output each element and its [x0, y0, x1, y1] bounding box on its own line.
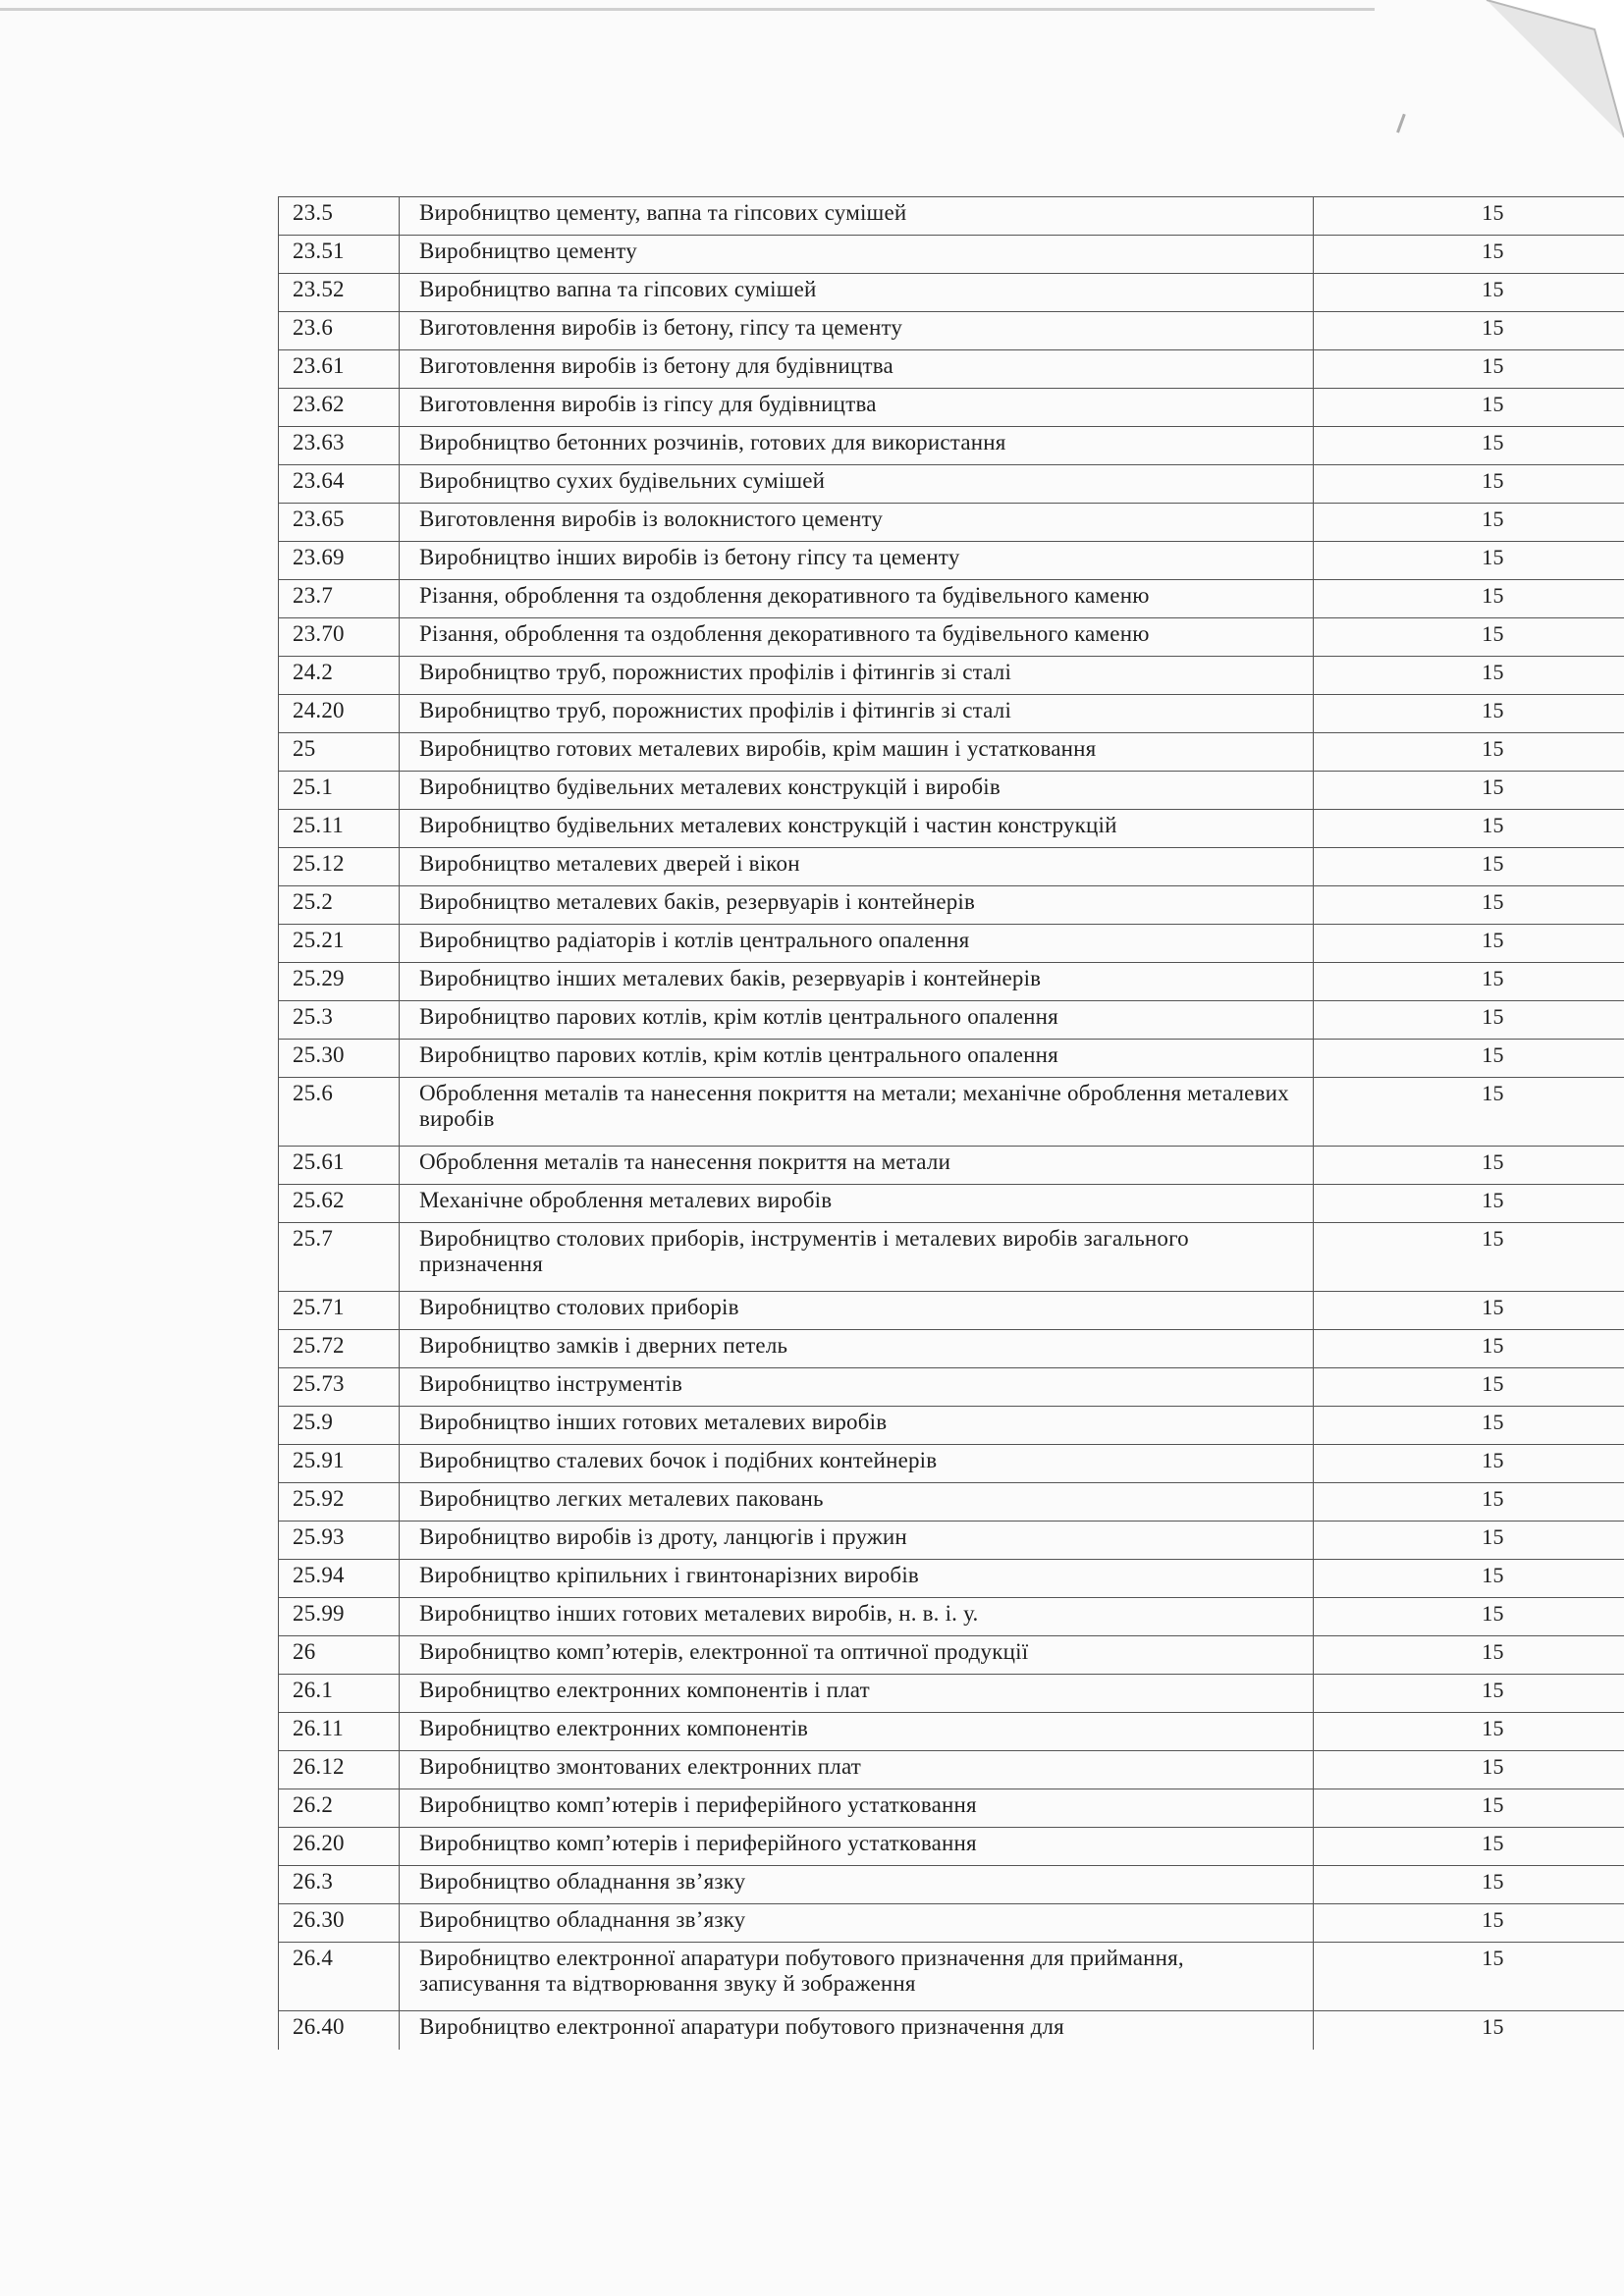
table-row: [279, 1445, 1624, 1483]
name-cell: Виробництво будівельних металевих конструкцій і виробів: [400, 772, 1314, 810]
name-cell: Виробництво електронної апаратури побутового призначення для приймання, записування та відтворювання звуку й зображення: [400, 1943, 1314, 2011]
rate-cell: 15: [1314, 580, 1624, 618]
name-cell: Виробництво сталевих бочок і подібних контейнерів: [400, 1445, 1314, 1483]
code-cell: 23.65: [279, 504, 400, 542]
table-row: [279, 1292, 1624, 1330]
table-row: [279, 274, 1624, 312]
name-cell: Виготовлення виробів із бетону для будівництва: [400, 350, 1314, 389]
name-cell: Оброблення металів та нанесення покриття на метали; механічне оброблення металевих виробів: [400, 1078, 1314, 1147]
rate-cell: 15: [1314, 389, 1624, 427]
table-row: [279, 1147, 1624, 1185]
name-cell: Виробництво радіаторів і котлів центрального опалення: [400, 925, 1314, 963]
code-cell: 23.52: [279, 274, 400, 312]
table-row: [279, 1904, 1624, 1943]
folded-corner: [1428, 0, 1624, 196]
name-cell: Виробництво будівельних металевих конструкцій і частин конструкцій: [400, 810, 1314, 848]
table-row: [279, 886, 1624, 925]
rate-cell: 15: [1314, 772, 1624, 810]
rate-cell: 15: [1314, 1040, 1624, 1078]
code-cell: 25.2: [279, 886, 400, 925]
name-cell: Виробництво цементу: [400, 236, 1314, 274]
rate-cell: 15: [1314, 1904, 1624, 1943]
code-cell: 25.1: [279, 772, 400, 810]
table-row: [279, 733, 1624, 772]
code-cell: 23.70: [279, 618, 400, 657]
name-cell: Виробництво столових приборів: [400, 1292, 1314, 1330]
code-cell: 25.93: [279, 1522, 400, 1560]
rate-cell: 15: [1314, 1223, 1624, 1292]
table-row: [279, 389, 1624, 427]
table-row: [279, 848, 1624, 886]
name-cell: Виробництво електронних компонентів: [400, 1713, 1314, 1751]
name-cell: Виробництво інших готових металевих виробів, н. в. і. у.: [400, 1598, 1314, 1636]
table-row: [279, 1407, 1624, 1445]
rate-cell: 15: [1314, 1713, 1624, 1751]
table-row: [279, 1675, 1624, 1713]
rate-cell: 15: [1314, 1828, 1624, 1866]
rate-cell: 15: [1314, 1001, 1624, 1040]
name-cell: Виробництво замків і дверних петель: [400, 1330, 1314, 1368]
rate-cell: 15: [1314, 657, 1624, 695]
name-cell: Виробництво бетонних розчинів, готових для використання: [400, 427, 1314, 465]
table-row: [279, 1560, 1624, 1598]
code-cell: 25.92: [279, 1483, 400, 1522]
code-cell: 25.71: [279, 1292, 400, 1330]
rate-cell: 15: [1314, 1368, 1624, 1407]
name-cell: Виробництво кріпильних і гвинтонарізних виробів: [400, 1560, 1314, 1598]
rate-cell: 15: [1314, 1789, 1624, 1828]
table-row: [279, 1636, 1624, 1675]
code-cell: 25.94: [279, 1560, 400, 1598]
code-cell: 24.2: [279, 657, 400, 695]
rate-cell: 15: [1314, 504, 1624, 542]
table-row: [279, 197, 1624, 236]
table-row: [279, 1789, 1624, 1828]
table-row: [279, 312, 1624, 350]
table-row: [279, 1330, 1624, 1368]
table-row: [279, 1223, 1624, 1292]
rate-cell: 15: [1314, 1636, 1624, 1675]
code-cell: 25.11: [279, 810, 400, 848]
code-cell: 25.62: [279, 1185, 400, 1223]
rate-cell: 15: [1314, 1330, 1624, 1368]
name-cell: Виробництво готових металевих виробів, крім машин і устатковання: [400, 733, 1314, 772]
code-cell: 25.73: [279, 1368, 400, 1407]
rate-cell: 15: [1314, 618, 1624, 657]
rate-cell: 15: [1314, 427, 1624, 465]
name-cell: Оброблення металів та нанесення покриття на метали: [400, 1147, 1314, 1185]
code-cell: 23.7: [279, 580, 400, 618]
code-cell: 26.40: [279, 2011, 400, 2050]
code-cell: 26.2: [279, 1789, 400, 1828]
rate-cell: 15: [1314, 1407, 1624, 1445]
rate-cell: 15: [1314, 1292, 1624, 1330]
code-cell: 25.21: [279, 925, 400, 963]
rate-cell: 15: [1314, 274, 1624, 312]
rate-cell: 15: [1314, 1522, 1624, 1560]
name-cell: Виготовлення виробів із гіпсу для будівництва: [400, 389, 1314, 427]
name-cell: Виробництво вапна та гіпсових сумішей: [400, 274, 1314, 312]
rate-cell: 15: [1314, 1147, 1624, 1185]
name-cell: Виробництво інших металевих баків, резервуарів і контейнерів: [400, 963, 1314, 1001]
table-row: [279, 1040, 1624, 1078]
name-cell: Виробництво комп’ютерів і периферійного устатковання: [400, 1828, 1314, 1866]
code-cell: 25.72: [279, 1330, 400, 1368]
code-cell: 26.11: [279, 1713, 400, 1751]
rate-cell: 15: [1314, 1675, 1624, 1713]
name-cell: Виробництво металевих баків, резервуарів і контейнерів: [400, 886, 1314, 925]
code-cell: 26.12: [279, 1751, 400, 1789]
rate-cell: 15: [1314, 1598, 1624, 1636]
rate-cell: 15: [1314, 2011, 1624, 2050]
name-cell: Виробництво інших готових металевих виробів: [400, 1407, 1314, 1445]
name-cell: Виробництво виробів із дроту, ланцюгів і пружин: [400, 1522, 1314, 1560]
table-row: [279, 772, 1624, 810]
name-cell: Виготовлення виробів із бетону, гіпсу та цементу: [400, 312, 1314, 350]
code-cell: 25.12: [279, 848, 400, 886]
rate-cell: 15: [1314, 925, 1624, 963]
table-row: [279, 1522, 1624, 1560]
name-cell: Виробництво комп’ютерів, електронної та оптичної продукції: [400, 1636, 1314, 1675]
name-cell: Виробництво металевих дверей і вікон: [400, 848, 1314, 886]
rate-cell: 15: [1314, 1483, 1624, 1522]
rate-cell: 15: [1314, 1185, 1624, 1223]
scan-top-edge: [0, 8, 1375, 11]
code-cell: 25.9: [279, 1407, 400, 1445]
rate-cell: 15: [1314, 350, 1624, 389]
code-cell: 26.4: [279, 1943, 400, 2011]
name-cell: Виробництво столових приборів, інструментів і металевих виробів загального призначення: [400, 1223, 1314, 1292]
name-cell: Виробництво змонтованих електронних плат: [400, 1751, 1314, 1789]
code-cell: 25.3: [279, 1001, 400, 1040]
code-cell: 25.6: [279, 1078, 400, 1147]
name-cell: Виробництво цементу, вапна та гіпсових сумішей: [400, 197, 1314, 236]
table-row: [279, 695, 1624, 733]
table-row: [279, 542, 1624, 580]
rate-cell: 15: [1314, 1560, 1624, 1598]
name-cell: Виробництво сухих будівельних сумішей: [400, 465, 1314, 504]
rate-cell: 15: [1314, 886, 1624, 925]
code-cell: 23.63: [279, 427, 400, 465]
code-cell: 23.69: [279, 542, 400, 580]
table-row: [279, 504, 1624, 542]
table-row: [279, 1866, 1624, 1904]
ink-mark: [1396, 114, 1419, 138]
rate-cell: 15: [1314, 197, 1624, 236]
table-row: [279, 1828, 1624, 1866]
code-cell: 23.64: [279, 465, 400, 504]
name-cell: Виробництво електронної апаратури побутового призначення для: [400, 2011, 1314, 2050]
table-row: [279, 1001, 1624, 1040]
table-row: [279, 236, 1624, 274]
rate-cell: 15: [1314, 848, 1624, 886]
table-row: [279, 1713, 1624, 1751]
code-cell: 23.6: [279, 312, 400, 350]
rate-cell: 15: [1314, 1751, 1624, 1789]
name-cell: Виробництво труб, порожнистих профілів і фітингів зі сталі: [400, 695, 1314, 733]
table-row: [279, 810, 1624, 848]
table-row: [279, 925, 1624, 963]
table-row: [279, 1483, 1624, 1522]
code-cell: 26.1: [279, 1675, 400, 1713]
code-cell: 26.3: [279, 1866, 400, 1904]
activity-codes-table: [278, 196, 1624, 2050]
table-row: [279, 1598, 1624, 1636]
code-cell: 25.91: [279, 1445, 400, 1483]
rate-cell: 15: [1314, 695, 1624, 733]
code-cell: 25.29: [279, 963, 400, 1001]
name-cell: Виробництво комп’ютерів і периферійного устатковання: [400, 1789, 1314, 1828]
code-cell: 26.30: [279, 1904, 400, 1943]
name-cell: Різання, оброблення та оздоблення декоративного та будівельного каменю: [400, 618, 1314, 657]
code-cell: 25.99: [279, 1598, 400, 1636]
table-row: [279, 1368, 1624, 1407]
rate-cell: 15: [1314, 1943, 1624, 2011]
code-cell: 26.20: [279, 1828, 400, 1866]
table-row: [279, 618, 1624, 657]
code-cell: 23.61: [279, 350, 400, 389]
table-row: [279, 1078, 1624, 1147]
name-cell: Виробництво труб, порожнистих профілів і фітингів зі сталі: [400, 657, 1314, 695]
code-cell: 23.51: [279, 236, 400, 274]
rate-cell: 15: [1314, 1078, 1624, 1147]
rate-cell: 15: [1314, 963, 1624, 1001]
code-cell: 23.5: [279, 197, 400, 236]
table-row: [279, 1185, 1624, 1223]
name-cell: Механічне оброблення металевих виробів: [400, 1185, 1314, 1223]
table-row: [279, 963, 1624, 1001]
table-row: [279, 1751, 1624, 1789]
rate-cell: 15: [1314, 733, 1624, 772]
name-cell: Виробництво обладнання зв’язку: [400, 1866, 1314, 1904]
name-cell: Виробництво електронних компонентів і плат: [400, 1675, 1314, 1713]
name-cell: Виготовлення виробів із волокнистого цементу: [400, 504, 1314, 542]
rate-cell: 15: [1314, 542, 1624, 580]
table-row: [279, 580, 1624, 618]
rate-cell: 15: [1314, 465, 1624, 504]
name-cell: Виробництво парових котлів, крім котлів центрального опалення: [400, 1040, 1314, 1078]
code-cell: 26: [279, 1636, 400, 1675]
table-row: [279, 465, 1624, 504]
name-cell: Різання, оброблення та оздоблення декоративного та будівельного каменю: [400, 580, 1314, 618]
rate-cell: 15: [1314, 810, 1624, 848]
table-row: [279, 657, 1624, 695]
table-row: [279, 427, 1624, 465]
code-cell: 25.7: [279, 1223, 400, 1292]
name-cell: Виробництво парових котлів, крім котлів центрального опалення: [400, 1001, 1314, 1040]
rate-cell: 15: [1314, 312, 1624, 350]
code-cell: 25.30: [279, 1040, 400, 1078]
code-cell: 23.62: [279, 389, 400, 427]
code-cell: 25: [279, 733, 400, 772]
rate-cell: 15: [1314, 1866, 1624, 1904]
name-cell: Виробництво інших виробів із бетону гіпсу та цементу: [400, 542, 1314, 580]
code-cell: 24.20: [279, 695, 400, 733]
table-row: [279, 1943, 1624, 2011]
rate-cell: 15: [1314, 1445, 1624, 1483]
name-cell: Виробництво легких металевих паковань: [400, 1483, 1314, 1522]
name-cell: Виробництво інструментів: [400, 1368, 1314, 1407]
rate-cell: 15: [1314, 236, 1624, 274]
code-cell: 25.61: [279, 1147, 400, 1185]
table-row: [279, 2011, 1624, 2050]
table-row: [279, 350, 1624, 389]
name-cell: Виробництво обладнання зв’язку: [400, 1904, 1314, 1943]
